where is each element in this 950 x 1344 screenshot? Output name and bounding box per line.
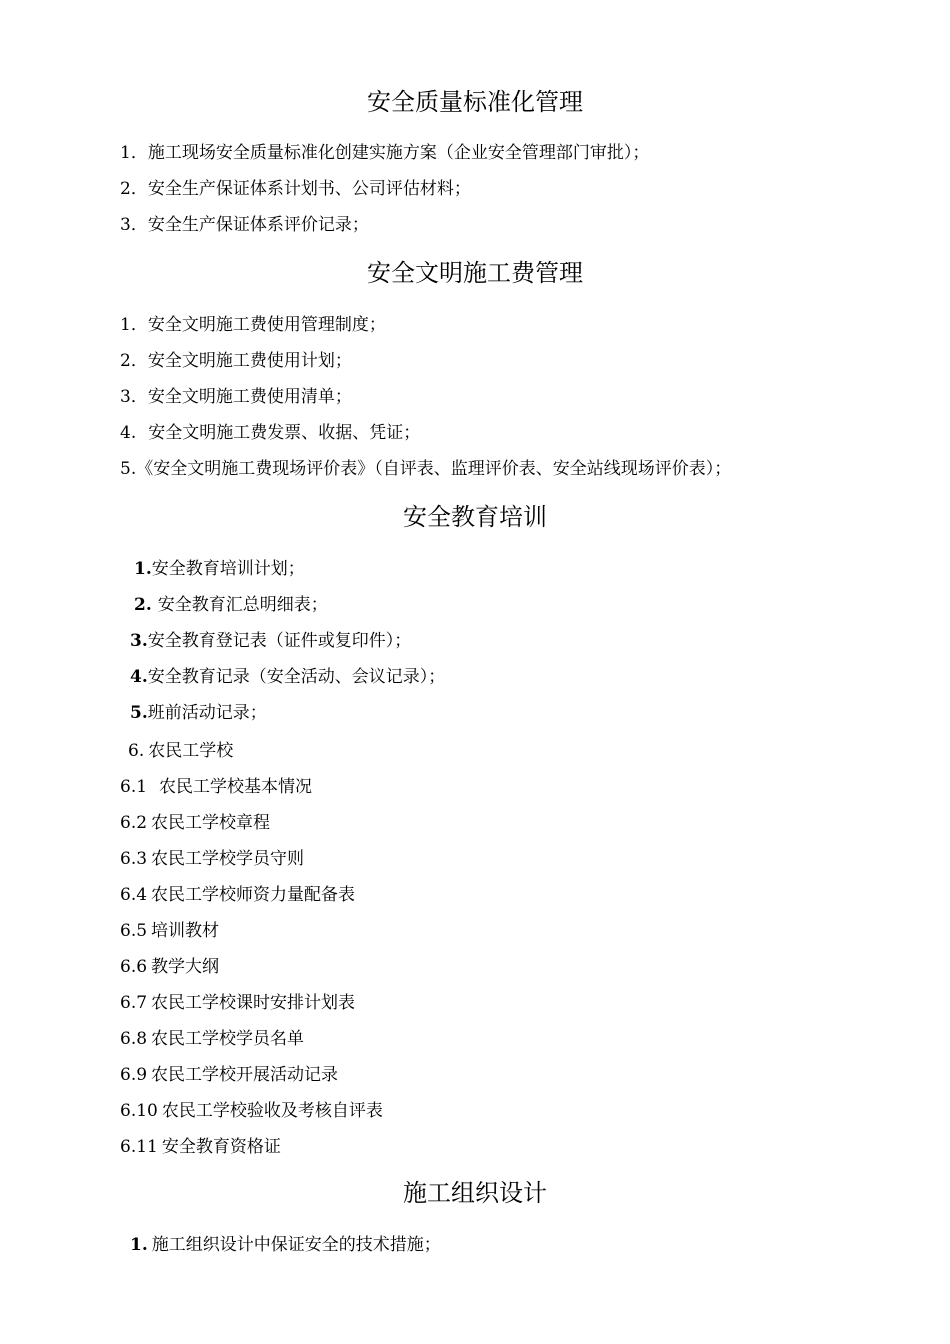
item-number: 6.11 <box>120 1137 158 1157</box>
item-number: 6.4 <box>120 885 148 905</box>
item-text: 安全教育资格证 <box>161 1137 281 1157</box>
list-item <box>120 1063 338 1087</box>
item-number: 1. <box>134 559 152 579</box>
item-number: 5. <box>120 459 137 479</box>
item-text: 施工现场安全质量标准化创建实施方案（企业安全管理部门审批）； <box>147 143 650 163</box>
item-text: 安全教育培训计划； <box>151 559 305 579</box>
list-item <box>134 593 328 617</box>
item-text: 农民工学校开展活动记录 <box>151 1065 339 1085</box>
list-item <box>120 991 355 1015</box>
section-title-safety-education: 安全教育培训 <box>403 503 547 531</box>
list-item <box>120 955 219 979</box>
list-item <box>130 701 267 725</box>
list-item <box>120 421 420 445</box>
item-number: 6.3 <box>120 849 148 869</box>
list-item <box>120 1099 383 1123</box>
list-item <box>120 883 355 907</box>
item-text: 农民工学校学员守则 <box>151 849 305 869</box>
item-text: 培训教材 <box>151 921 220 941</box>
item-text: 安全教育记录（安全活动、会议记录）； <box>147 667 446 687</box>
section-title-civilized-construction-fee: 安全文明施工费管理 <box>367 259 583 287</box>
item-number: 2. <box>134 595 152 615</box>
item-number: 1. <box>130 1235 148 1255</box>
item-text: 班前活动记录； <box>147 703 267 723</box>
item-text: 农民工学校章程 <box>151 813 271 833</box>
item-number: 6.10 <box>120 1101 158 1121</box>
item-text: 农民工学校学员名单 <box>151 1029 305 1049</box>
list-item <box>120 919 219 943</box>
item-number: 6.8 <box>120 1029 148 1049</box>
list-item <box>120 775 312 799</box>
item-number: 6. <box>128 741 145 761</box>
item-number: 6.5 <box>120 921 148 941</box>
list-item <box>120 313 386 337</box>
item-text: 教学大纲 <box>151 957 220 977</box>
list-item <box>120 847 304 871</box>
item-text: 安全教育登记表（证件或复印件）； <box>147 631 412 651</box>
list-item <box>120 457 731 481</box>
item-number: 1． <box>120 143 148 163</box>
item-number: 6.7 <box>120 993 148 1013</box>
item-text: 安全生产保证体系计划书、公司评估材料； <box>147 179 471 199</box>
list-item <box>120 141 649 165</box>
item-number: 6.1 <box>120 777 148 797</box>
item-text: 安全文明施工费发票、收据、凭证； <box>148 423 421 443</box>
item-text: 农民工学校 <box>148 741 234 761</box>
item-number: 2． <box>120 179 148 199</box>
list-item <box>120 811 270 835</box>
list-item <box>120 177 471 201</box>
list-item <box>134 557 305 581</box>
list-item <box>120 1027 304 1051</box>
item-text: 农民工学校验收及考核自评表 <box>161 1101 383 1121</box>
item-text: 安全文明施工费使用计划； <box>147 351 352 371</box>
item-text: 农民工学校基本情况 <box>159 777 313 797</box>
item-number: 5. <box>130 703 148 723</box>
item-text: 农民工学校课时安排计划表 <box>151 993 356 1013</box>
list-item <box>120 385 352 409</box>
item-number: 3． <box>120 215 148 235</box>
list-item <box>130 1233 441 1257</box>
list-item <box>120 349 352 373</box>
item-text: 《安全文明施工费现场评价表》（自评表、监理评价表、安全站线现场评价表）； <box>136 459 732 479</box>
item-text: 农民工学校师资力量配备表 <box>151 885 356 905</box>
list-item <box>120 1135 281 1159</box>
list-item <box>128 739 233 763</box>
item-text: 安全生产保证体系评价记录； <box>147 215 369 235</box>
item-number: 6.9 <box>120 1065 148 1085</box>
list-item <box>130 629 411 653</box>
item-number: 2． <box>120 351 148 371</box>
item-text: 安全教育汇总明细表； <box>157 595 328 615</box>
section-title-quality-standardization: 安全质量标准化管理 <box>367 88 583 116</box>
item-number: 6.6 <box>120 957 148 977</box>
item-number: 1． <box>120 315 148 335</box>
item-number: 4. <box>120 423 137 443</box>
item-text: 安全文明施工费使用清单； <box>147 387 352 407</box>
item-number: 3． <box>120 387 148 407</box>
section-title-construction-organization-design: 施工组织设计 <box>403 1179 547 1207</box>
item-number: 4. <box>130 667 148 687</box>
item-number: 3. <box>130 631 148 651</box>
item-text: 施工组织设计中保证安全的技术措施； <box>151 1235 441 1255</box>
list-item <box>120 213 369 237</box>
item-text: 安全文明施工费使用管理制度； <box>147 315 386 335</box>
item-number: 6.2 <box>120 813 148 833</box>
list-item <box>130 665 445 689</box>
